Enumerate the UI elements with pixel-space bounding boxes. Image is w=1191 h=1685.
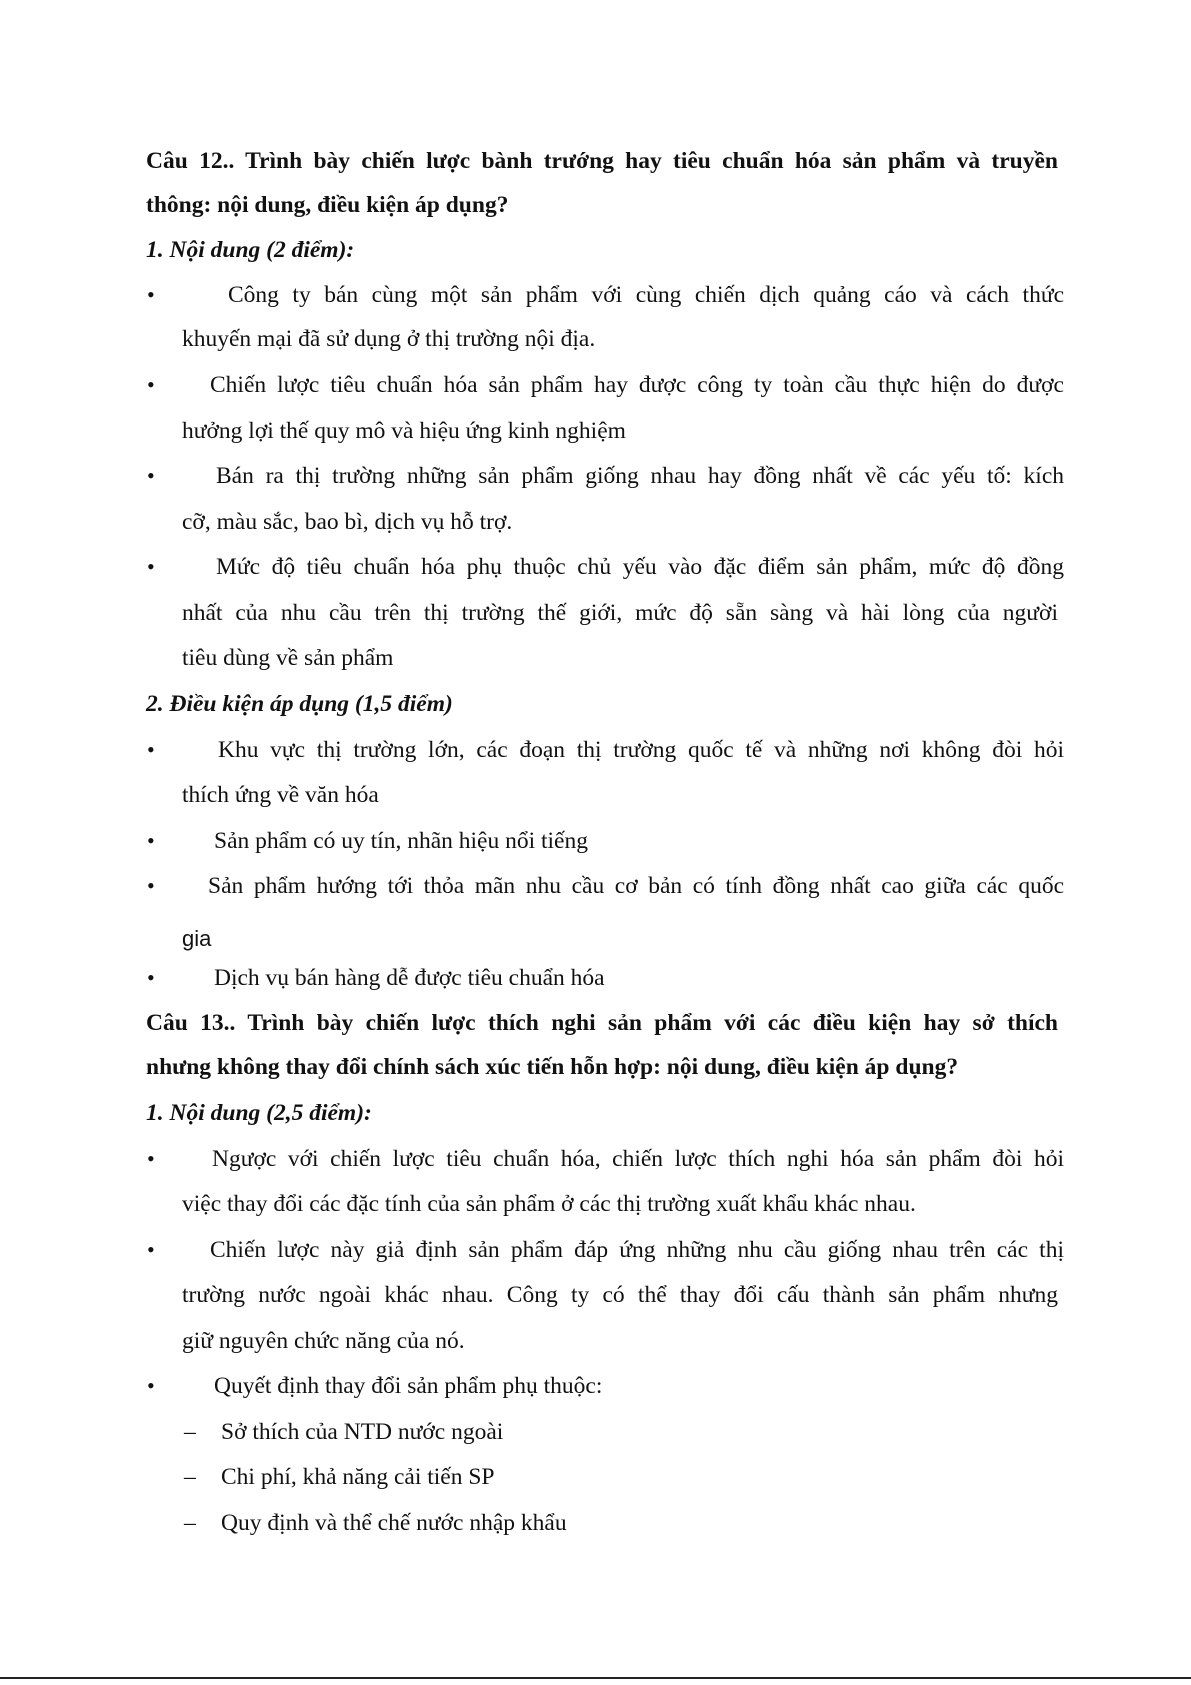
q13-title-line-1: Câu 13.. Trình bày chiến lược thích nghi sản phẩm với các điều kiện hay sở thích — [146, 1010, 1058, 1036]
dash-marker: – — [184, 1464, 196, 1490]
q12-condition-1-line-2: thích ứng về văn hóa — [182, 782, 379, 808]
q13-bullet-3-line-1: Quyết định thay đổi sản phẩm phụ thuộc: — [214, 1373, 603, 1399]
q13-title-line-2: nhưng không thay đổi chính sách xúc tiến hỗn hợp: nội dung, điều kiện áp dụng? — [146, 1054, 959, 1080]
q13-section-1-heading: 1. Nội dung (2,5 điểm): — [146, 1100, 372, 1126]
bullet-marker: • — [147, 1237, 155, 1262]
q12-bullet-2-line-2: hưởng lợi thế quy mô và hiệu ứng kinh nghiệm — [182, 418, 626, 444]
q12-condition-4-line-1: Dịch vụ bán hàng dễ được tiêu chuẩn hóa — [214, 965, 605, 991]
q13-bullet-2-line-3: giữ nguyên chức năng của nó. — [182, 1328, 465, 1354]
q12-condition-3-line-2: gia — [182, 926, 212, 951]
bullet-marker: • — [147, 372, 155, 397]
q12-section-2-heading: 2. Điều kiện áp dụng (1,5 điểm) — [146, 691, 453, 717]
dash-marker: – — [184, 1419, 196, 1445]
q13-dash-item-1: Sở thích của NTD nước ngoài — [221, 1419, 504, 1445]
q12-condition-1-line-1: Khu vực thị trường lớn, các đoạn thị trường quốc tế và những nơi không đòi hỏi — [218, 737, 1064, 763]
bullet-marker: • — [147, 1373, 155, 1398]
q12-title-line-1: Câu 12.. Trình bày chiến lược bành trướng hay tiêu chuẩn hóa sản phẩm và truyền — [146, 148, 1058, 174]
q12-bullet-2-line-1: Chiến lược tiêu chuẩn hóa sản phẩm hay được công ty toàn cầu thực hiện do được — [210, 372, 1064, 398]
q12-bullet-1-line-2: khuyến mại đã sử dụng ở thị trường nội địa. — [182, 326, 596, 352]
q12-bullet-1-line-1: Công ty bán cùng một sản phẩm với cùng chiến dịch quảng cáo và cách thức — [228, 282, 1064, 308]
q12-bullet-3-line-1: Bán ra thị trường những sản phẩm giống nhau hay đồng nhất về các yếu tố: kích — [216, 463, 1064, 489]
q13-dash-item-3: Quy định và thể chế nước nhập khẩu — [221, 1510, 567, 1536]
q12-bullet-4-line-1: Mức độ tiêu chuẩn hóa phụ thuộc chủ yếu vào đặc điểm sản phẩm, mức độ đồng — [216, 554, 1064, 580]
bullet-marker: • — [147, 554, 155, 579]
q13-bullet-2-line-1: Chiến lược này giả định sản phẩm đáp ứng những nhu cầu giống nhau trên các thị — [210, 1237, 1064, 1263]
bullet-marker: • — [147, 828, 155, 853]
q12-bullet-4-line-2: nhất của nhu cầu trên thị trường thế giới, mức độ sẵn sàng và hài lòng của người — [182, 600, 1058, 626]
bullet-marker: • — [147, 282, 155, 307]
q13-dash-item-2: Chi phí, khả năng cải tiến SP — [221, 1464, 495, 1490]
q12-condition-3-line-1: Sản phẩm hướng tới thỏa mãn nhu cầu cơ bản có tính đồng nhất cao giữa các quốc — [208, 873, 1064, 899]
q12-condition-2-line-1: Sản phẩm có uy tín, nhãn hiệu nổi tiếng — [214, 828, 588, 854]
bullet-marker: • — [147, 965, 155, 990]
q12-title-line-2: thông: nội dung, điều kiện áp dụng? — [146, 192, 509, 218]
footer-rule — [0, 1677, 1191, 1679]
bullet-marker: • — [147, 737, 155, 762]
dash-marker: – — [184, 1510, 196, 1536]
bullet-marker: • — [147, 463, 155, 488]
q12-bullet-4-line-3: tiêu dùng về sản phẩm — [182, 645, 394, 671]
bullet-marker: • — [147, 1146, 155, 1171]
q12-section-1-heading: 1. Nội dung (2 điểm): — [146, 237, 355, 263]
q13-bullet-1-line-1: Ngược với chiến lược tiêu chuẩn hóa, chiến lược thích nghi hóa sản phẩm đòi hỏi — [212, 1146, 1064, 1172]
q12-bullet-3-line-2: cỡ, màu sắc, bao bì, dịch vụ hỗ trợ. — [182, 509, 513, 535]
bullet-marker: • — [147, 873, 155, 898]
q13-bullet-1-line-2: việc thay đổi các đặc tính của sản phẩm ở các thị trường xuất khẩu khác nhau. — [182, 1191, 916, 1217]
q13-bullet-2-line-2: trường nước ngoài khác nhau. Công ty có thể thay đổi cấu thành sản phẩm nhưng — [182, 1282, 1058, 1308]
